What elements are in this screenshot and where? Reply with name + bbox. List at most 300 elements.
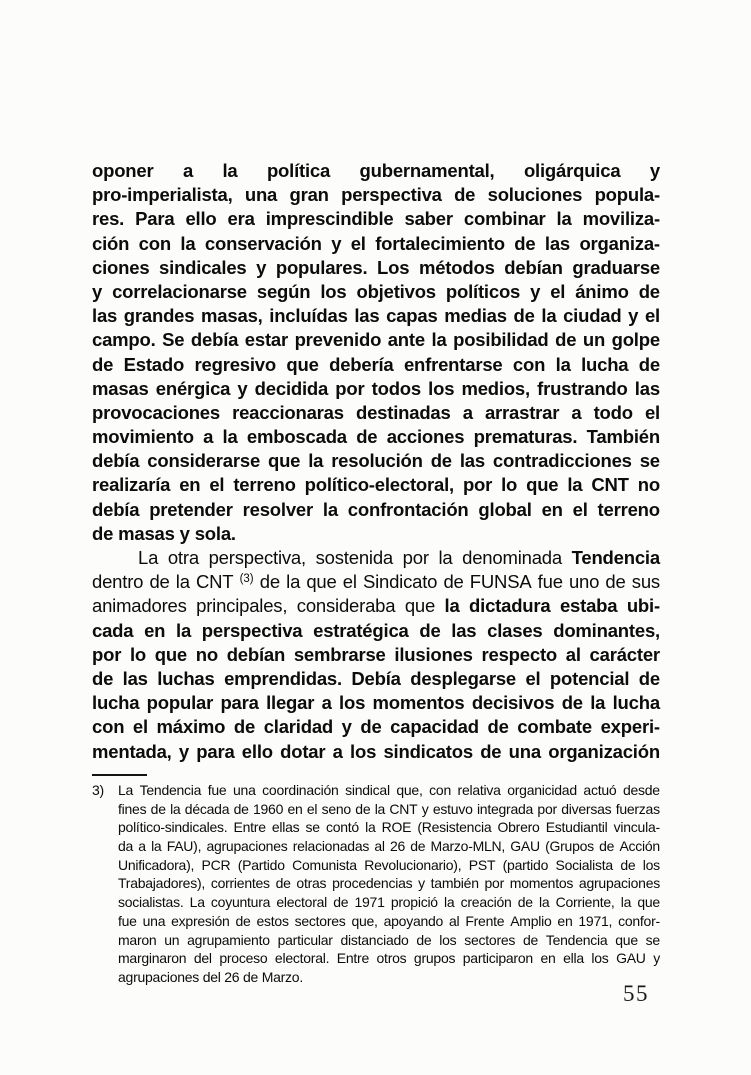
text-segment: el [550,280,566,302]
text-segment: la [222,160,238,181]
text-segment: dominantes, [553,619,660,641]
text-segment: con [92,716,125,738]
text-segment: sectores [294,912,346,929]
text-segment: se [305,819,320,836]
text-segment: Revolucionario), [364,856,462,873]
text-line [118,874,660,893]
text-segment: proceso [219,950,268,967]
text-segment: un [164,931,180,948]
footnote-number: 3) [92,782,104,798]
text-segment: regresivo [194,353,276,375]
text-segment: y [649,160,660,181]
text-segment: organización [548,740,660,762]
text-segment: otras [296,875,327,892]
text-segment: de [235,912,251,929]
text-segment: capacidad [390,716,479,738]
text-segment: de [620,856,636,873]
footnote-3 [92,781,660,987]
text-segment: 1960 [252,800,284,817]
text-segment: que [637,894,660,911]
text-line [92,643,660,667]
text-segment: diversas [561,800,612,817]
text-segment: Corriente, [555,894,615,911]
text-segment: la [222,426,238,448]
text-segment: la [620,894,632,911]
text-segment: Comunista [292,856,357,873]
text-segment: que [154,643,188,665]
text-segment: Entre [233,819,266,836]
text-segment: popular [146,692,214,714]
text-segment: global [478,498,532,520]
text-segment: provocaciones [92,401,220,423]
text-segment: de [605,571,626,593]
text-segment: sindicales [159,256,247,278]
text-segment: a [182,160,194,181]
text-segment: por [537,800,557,817]
text-segment: una [244,184,278,206]
text-segment: expresión [171,912,230,929]
text-segment: agrupamiento [187,931,270,948]
text-line [92,280,660,304]
text-segment: denominada [462,547,562,568]
text-segment: Socialista [555,856,613,873]
text-segment: debía [190,329,239,351]
text-segment: una [508,740,541,762]
text-segment: que [267,450,301,472]
text-segment: por [92,643,122,665]
text-segment: y [421,800,429,817]
text-line [118,800,660,819]
text-segment: lucha [581,353,629,375]
text-segment: PST [468,856,496,873]
text-segment: la [555,353,571,375]
text-segment: las [354,305,380,327]
text-segment: GAU [616,950,646,967]
text-segment: las [634,377,660,399]
text-segment: vincula- [613,819,660,836]
text-segment: sus [631,571,660,593]
text-segment: la [180,232,196,254]
page-body-text [92,159,660,764]
text-segment: ánimo [575,280,629,302]
text-segment: FAU), [166,838,202,855]
text-segment: por [484,875,504,892]
text-segment: político-electoral, [304,474,454,496]
text-segment: enérgica [155,377,231,399]
text-line [92,159,660,183]
text-segment: estratégica [313,619,409,641]
text-segment: de [92,353,114,375]
text-segment: electoral [276,894,328,911]
text-segment: se [639,450,660,472]
text-segment: década [184,800,230,817]
text-segment: particular [277,931,333,948]
text-segment: dentro [92,571,144,593]
text-segment: estos [256,912,289,929]
text-segment: por [402,547,429,568]
text-segment: los [642,856,660,873]
text-segment: en [287,800,303,817]
text-segment: grandes [123,305,195,327]
text-segment: arrastrar [484,401,560,423]
text-line [92,449,660,473]
text-line [92,740,660,764]
text-line [92,498,660,522]
text-segment: la [286,571,301,593]
text-segment: Entre [336,950,369,967]
footnote-separator-rule [92,774,147,776]
text-segment: las [544,232,570,254]
text-segment: de [233,800,249,817]
text-segment: participaron [462,950,533,967]
text-segment: cada [92,619,134,641]
text-segment: de [355,800,371,817]
text-segment: la [444,595,460,617]
text-segment: de [416,931,432,948]
text-segment: distanciado [340,931,409,948]
text-segment: terreno [233,474,296,496]
text-segment: Tendencia [571,547,660,568]
text-segment: también [430,875,479,892]
text-segment: con [512,353,546,375]
text-line [92,304,660,328]
text-segment: la [170,800,181,817]
text-segment: La [118,782,134,798]
text-line [92,377,660,401]
text-segment: contradicciones [492,450,632,472]
text-segment: de [443,571,464,593]
text-segment: la [322,498,338,520]
text-segment: que [615,931,638,948]
text-segment: fue [118,912,137,929]
text-segment: dotar [280,740,326,762]
text-segment: que, [396,782,423,798]
text-segment: moviliza- [582,208,660,230]
text-segment: lucha [92,692,140,714]
text-segment: acciones [386,426,465,448]
text-segment: el [132,716,148,738]
text-segment: (Resistencia [417,819,492,836]
text-segment: de [410,838,426,855]
text-segment: ciones [92,256,150,278]
text-segment: FUNSA [469,571,532,593]
text-segment: se [645,931,660,948]
text-segment: la [151,838,162,855]
text-segment: de masas y sola. [92,522,236,544]
text-segment: graduarse [572,256,660,278]
text-segment: lo [129,643,146,665]
text-line [118,893,660,912]
text-segment: contó [325,819,359,836]
text-segment: y [92,280,103,302]
text-segment: un [582,329,606,351]
text-segment: ellas [271,819,300,836]
text-segment: 1971 [354,894,385,911]
text-segment: no [637,474,660,496]
text-segment: desde [622,782,660,798]
text-segment: claridad [263,716,334,738]
text-segment: prematuras. [473,426,578,448]
text-segment: movimiento [92,426,194,448]
text-segment: perspectiva, [208,547,306,568]
text-segment: del [193,950,212,967]
text-segment: gran [289,184,329,206]
text-segment: 1971, [578,912,613,929]
text-segment: populares. [275,256,368,278]
text-line [92,232,660,256]
text-segment: el [644,401,660,423]
text-segment: coordinación [262,782,339,798]
text-segment: a [332,740,343,762]
text-segment: organicidad [507,782,577,798]
text-segment: maron [118,931,157,948]
text-segment: grupos [413,950,456,967]
text-segment: la [175,571,190,593]
text-segment: de [638,353,660,375]
text-segment: de [233,716,256,738]
text-segment: relacionadas [292,838,370,855]
text-segment: organiza- [579,232,660,254]
text-segment: PCR [201,856,231,873]
text-line [118,818,660,837]
text-segment: golpe [611,329,660,351]
text-segment: la [431,329,447,351]
text-segment: para [196,740,235,762]
text-line [92,715,660,739]
text-segment: clases [487,619,543,641]
text-segment: Estado [123,353,185,375]
text-segment: coyuntura [210,894,271,911]
text-segment: luchas [157,667,215,689]
text-segment: ciudad [563,305,622,327]
text-segment: sostenida [315,547,394,568]
text-segment: potencial [549,667,630,689]
text-segment: pretender [149,498,233,520]
text-segment: al [565,643,581,665]
text-line [92,546,660,570]
text-line [118,856,660,875]
footnote-text [118,781,660,987]
text-segment: También [586,426,660,448]
text-segment: fue [537,571,563,593]
text-segment: y [237,377,248,399]
paragraph-2 [92,546,660,764]
text-segment: propició [390,894,438,911]
text-segment: político-sindicales. [118,819,228,836]
text-segment: debería [329,353,394,375]
text-segment: combinar [463,208,546,230]
text-segment: de [259,571,280,593]
text-segment: que [404,595,436,617]
text-segment: Marzo-MLN, [430,838,506,855]
text-segment: de [454,184,476,206]
text-segment: Tendencia [545,931,608,948]
page-number: 55 [623,981,649,1006]
text-segment: decisivos [471,692,555,714]
text-segment: la [556,208,572,230]
text-segment: las [459,450,485,472]
text-segment: CNT [195,571,234,593]
text-segment: frustrando [537,377,628,399]
paragraph-1 [92,159,660,546]
text-segment: lucha [612,692,660,714]
text-segment: el [342,571,357,593]
text-segment: 26 [389,838,406,855]
text-segment: debía [92,498,140,520]
text-segment: momentos [509,875,574,892]
text-segment: emboscada [246,426,347,448]
text-segment: la [438,547,453,568]
text-segment: para [220,692,259,714]
text-segment: estaba [559,595,618,617]
text-segment: objetivos [356,280,436,302]
text-line [92,353,660,377]
text-segment: y [653,950,660,967]
text-segment: la [539,894,550,911]
text-segment: terreno [597,498,660,520]
text-segment: campo. [92,329,156,351]
text-segment: oponer [92,160,154,181]
text-line [92,473,660,497]
text-segment: las [122,667,148,689]
text-segment: de [517,894,533,911]
text-segment: y [530,280,541,302]
text-segment: soluciones [487,184,583,206]
text-line [92,183,660,207]
text-line [92,691,660,715]
text-segment: de [561,692,583,714]
text-line [118,837,660,856]
text-segment: relativa [457,782,501,798]
text-segment: la [590,692,606,714]
text-segment: lo [501,474,518,496]
text-segment: y [341,716,352,738]
text-segment: pro-imperialista, [92,184,233,206]
text-segment: socialistas. [118,894,184,911]
text-segment: La [138,547,159,568]
text-segment: debían [504,256,563,278]
text-line [92,570,660,594]
text-segment: una [233,782,256,798]
text-segment: de [638,280,660,302]
text-segment: de [419,619,441,641]
text-segment: los [439,931,457,948]
text-segment: y [418,875,425,892]
text-segment: en [541,498,563,520]
text-segment: por [335,377,365,399]
text-segment: considerarse [147,450,261,472]
text-segment: una [142,912,166,929]
text-segment: estar [244,329,289,351]
text-segment: fortalecimiento [375,232,505,254]
text-segment: perspectiva [201,619,303,641]
text-segment: (Partido [237,856,285,873]
text-segment: según [256,280,311,302]
text-segment: experi- [600,716,660,738]
text-segment: respecto [481,643,558,665]
text-segment: con [138,232,171,254]
text-segment: resolución [331,450,423,472]
text-segment: reaccionaras [232,401,344,423]
text-segment: animadores [92,595,187,617]
text-segment: de [333,894,349,911]
text-segment: de [513,305,535,327]
text-segment: saber [404,208,453,230]
text-segment: a [462,401,473,423]
text-segment: carácter [589,643,660,665]
text-segment: medias [444,305,507,327]
text-segment: a [571,401,582,423]
text-segment: gubernamental, [359,160,495,181]
text-segment: el [350,232,366,254]
text-segment: la [444,894,455,911]
text-segment: Amplio [510,912,552,929]
text-segment: popula- [594,184,660,206]
text-segment: seno [321,800,351,817]
text-line [92,256,660,280]
text-segment: máximo [156,716,226,738]
text-segment: sindical [345,782,390,798]
text-segment: Trabajadores), [118,875,206,892]
text-segment: procedencias [332,875,413,892]
text-segment: los [350,740,377,762]
text-segment: destinadas [355,401,451,423]
text-segment: debían [226,643,286,665]
text-segment: en [540,950,556,967]
text-segment: la [365,819,376,836]
text-segment: enfrentarse [403,353,503,375]
text-segment: posibilidad [453,329,549,351]
text-line [92,619,660,643]
text-segment: debía [92,450,140,472]
text-segment: el [306,800,318,817]
text-segment: actuó [583,782,617,798]
text-segment: CNT [389,800,418,817]
text-segment: de [522,931,539,948]
text-segment: llegar [266,692,315,714]
text-segment: (Grupos [545,838,594,855]
text-segment: correlacionarse [112,280,247,302]
text-segment: la [541,305,557,327]
text-segment: de [275,875,291,892]
text-segment: y [256,256,267,278]
text-segment: el [209,474,225,496]
text-segment: de [487,716,509,738]
text-segment: otra [167,547,199,568]
text-segment: todo [593,401,633,423]
text-segment: los [591,950,609,967]
text-segment: apoyando [383,912,444,929]
text-segment: Acción [619,838,660,855]
text-line [118,949,660,968]
text-segment: mentada, [92,740,172,762]
text-segment: agrupaciones del 26 de Marzo. [118,968,303,985]
text-segment: las [92,305,118,327]
text-segment: marginaron [118,950,187,967]
text-segment: agrupaciones [578,875,660,892]
text-line [118,912,660,931]
text-segment: fines [118,800,147,817]
text-segment: corrientes [210,875,270,892]
text-line [118,931,660,950]
text-segment: métodos [418,256,495,278]
text-segment: y [178,740,189,762]
text-segment: masas, [201,305,263,327]
text-segment: principales, [196,595,288,617]
text-segment: capas [386,305,438,327]
text-segment: de [599,838,615,855]
text-segment: de [150,800,166,817]
